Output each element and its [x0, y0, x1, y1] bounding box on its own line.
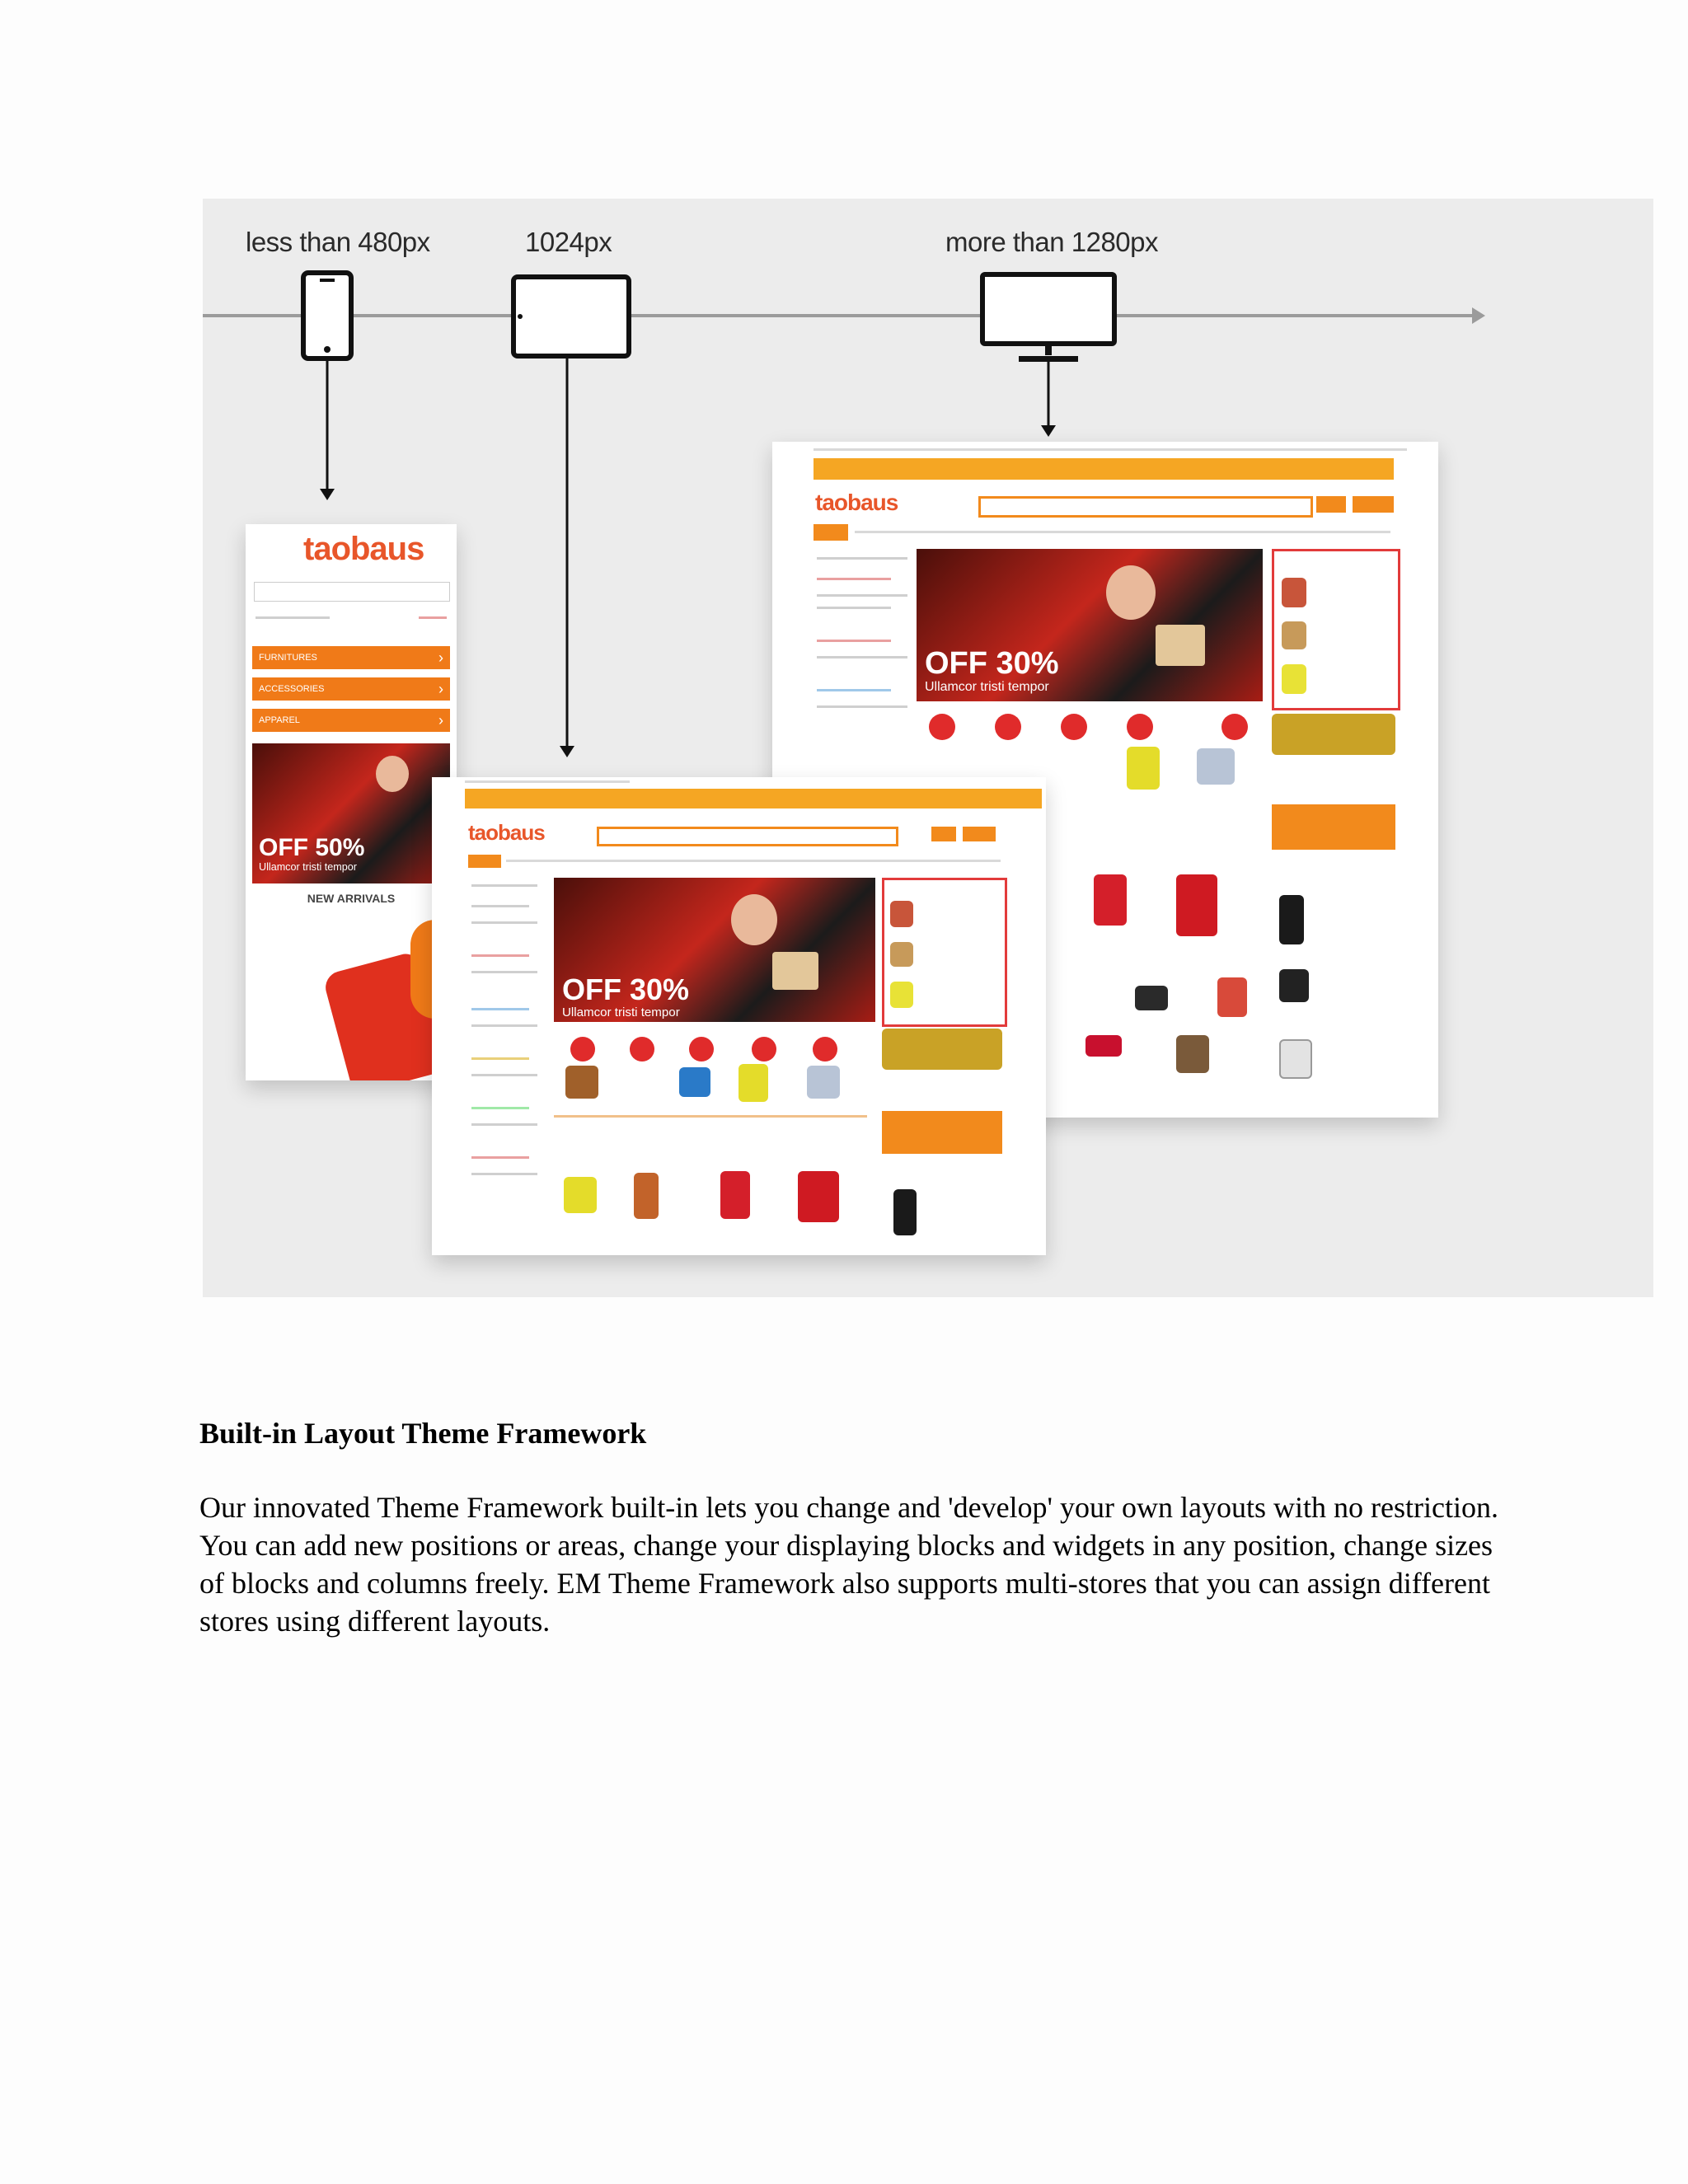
tablet-nav-home: [468, 855, 501, 868]
desktop-search-bar: [978, 496, 1313, 518]
desktop-top-links: [814, 448, 1407, 451]
tablet-nav-menu: [506, 860, 1001, 862]
tablet-sale-badge: [630, 1037, 654, 1062]
tablet-sale-badge: [752, 1037, 776, 1062]
desktop-search-button: [1316, 496, 1346, 513]
tablet-cart-button: [963, 827, 996, 841]
body-paragraph: Our innovated Theme Framework built-in lets you change and 'develop' your own layouts with no restriction. You can add new positions or areas, change your displaying blocks and widgets in any position, change sizes of blocks and columns freely. EM Theme Framework also supports multi-stores that you can assign different stores using different layouts.: [199, 1491, 1498, 1638]
desktop-side-banner: [1272, 714, 1395, 755]
mobile-section-title: NEW ARRIVALS: [307, 892, 396, 905]
tablet-ad-banner: [882, 1111, 1002, 1154]
desktop-sale-badge: [1061, 714, 1087, 740]
desktop-logo: taobaus: [815, 490, 898, 515]
mobile-search-input: [254, 582, 450, 602]
section-heading: Built-in Layout Theme Framework: [199, 1417, 647, 1450]
desktop-promo-text: OFF 30% Ullamcor tristi tempor: [925, 646, 1059, 694]
tablet-icon: [513, 277, 629, 356]
monitor-arrowhead: [1041, 425, 1056, 437]
tablet-search-button: [931, 827, 956, 841]
desktop-ad-banner: [1272, 804, 1395, 850]
breakpoint-label-desktop: more than 1280px: [945, 227, 1159, 257]
tablet-top-links: [465, 780, 630, 783]
mobile-promo-text: OFF 50% Ullamcor tristi tempor: [259, 834, 365, 873]
tablet-search-bar: [597, 827, 898, 846]
tablet-side-banner: [882, 1029, 1002, 1070]
mobile-category-button: ACCESSORIES ›: [252, 677, 450, 701]
tablet-sale-badge: [813, 1037, 837, 1062]
phone-icon: [303, 273, 351, 359]
mobile-category-button: APPAREL ›: [252, 709, 450, 732]
breakpoint-label-tablet: 1024px: [525, 227, 612, 257]
desktop-promo-strip: [814, 458, 1394, 480]
tablet-layout-mockup: [432, 777, 1046, 1255]
phone-arrowhead: [320, 489, 335, 500]
mobile-layout-mockup: [246, 524, 457, 1080]
tablet-promo-strip: [465, 789, 1042, 808]
desktop-sale-badge: [995, 714, 1021, 740]
tablet-sale-badge: [689, 1037, 714, 1062]
desktop-nav-home: [814, 524, 848, 541]
desktop-cart-button: [1353, 496, 1394, 513]
tablet-arrowhead: [560, 746, 574, 757]
mobile-logo: taobaus: [303, 531, 424, 567]
desktop-sale-badge: [1127, 714, 1153, 740]
monitor-icon: [982, 274, 1114, 362]
responsive-layout-figure: [203, 199, 1653, 1297]
breakpoint-label-mobile: less than 480px: [246, 227, 430, 257]
desktop-sale-badge: [1221, 714, 1248, 740]
mobile-category-button: FURNITURES ›: [252, 646, 450, 669]
desktop-nav-menu: [855, 531, 1390, 533]
desktop-sale-badge: [929, 714, 955, 740]
tablet-sale-badge: [570, 1037, 595, 1062]
tablet-logo: taobaus: [468, 820, 545, 845]
tablet-promo-text: OFF 30% Ullamcor tristi tempor: [562, 972, 690, 1019]
timeline-arrowhead: [1472, 307, 1485, 324]
